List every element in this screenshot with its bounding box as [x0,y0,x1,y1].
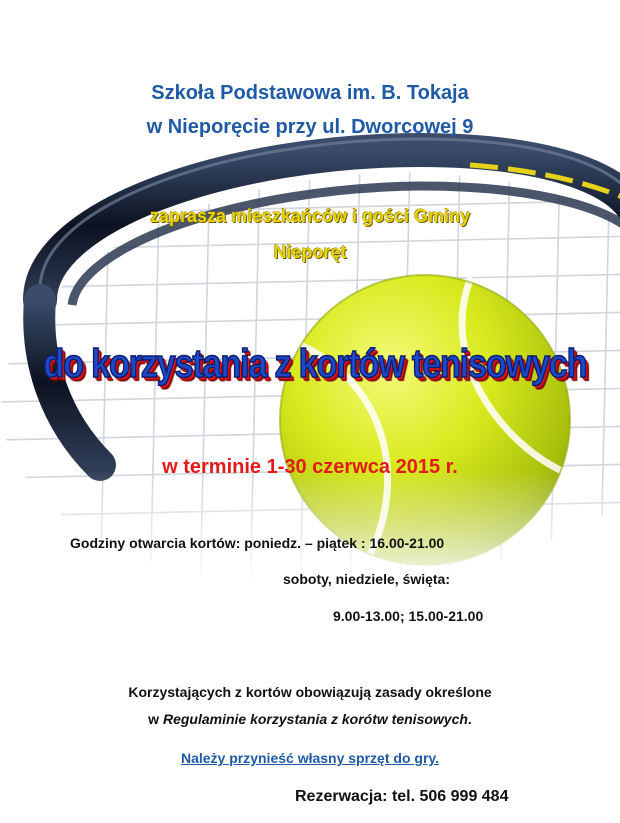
reservation-phone: Rezerwacja: tel. 506 999 484 [295,788,509,805]
weekend-label: soboty, niedziele, święta: [283,571,451,587]
rules-line-2-suffix: . [467,711,472,727]
invitation-line-2: Nieporęt [273,242,347,262]
invitation-line-1: zaprasza mieszkańców i gości Gminy [149,206,471,226]
rules-line-2-prefix: w [148,711,163,727]
school-name-line-2: w Nieporęcie przy ul. Dworcowej 9 [146,116,474,138]
weekday-hours: Godziny otwarcia kortów: poniedz. – piątek : 16.00-21.00 [70,535,445,551]
rules-line-1: Korzystających z kortów obowiązują zasady określone [128,684,492,700]
equipment-note: Należy przynieść własny sprzęt do gry. [180,750,440,766]
school-name-line-1: Szkoła Podstawowa im. B. Tokaja [151,82,469,104]
rules-line-2 [0,707,620,731]
date-range: w terminie 1-30 czerwca 2015 r. [162,456,458,478]
weekend-hours: 9.00-13.00; 15.00-21.00 [333,608,484,624]
headline: do korzystania z kortów tenisowych [43,342,587,386]
regulations-title: Regulaminie korzystania z korótw tenisowych [162,711,468,727]
